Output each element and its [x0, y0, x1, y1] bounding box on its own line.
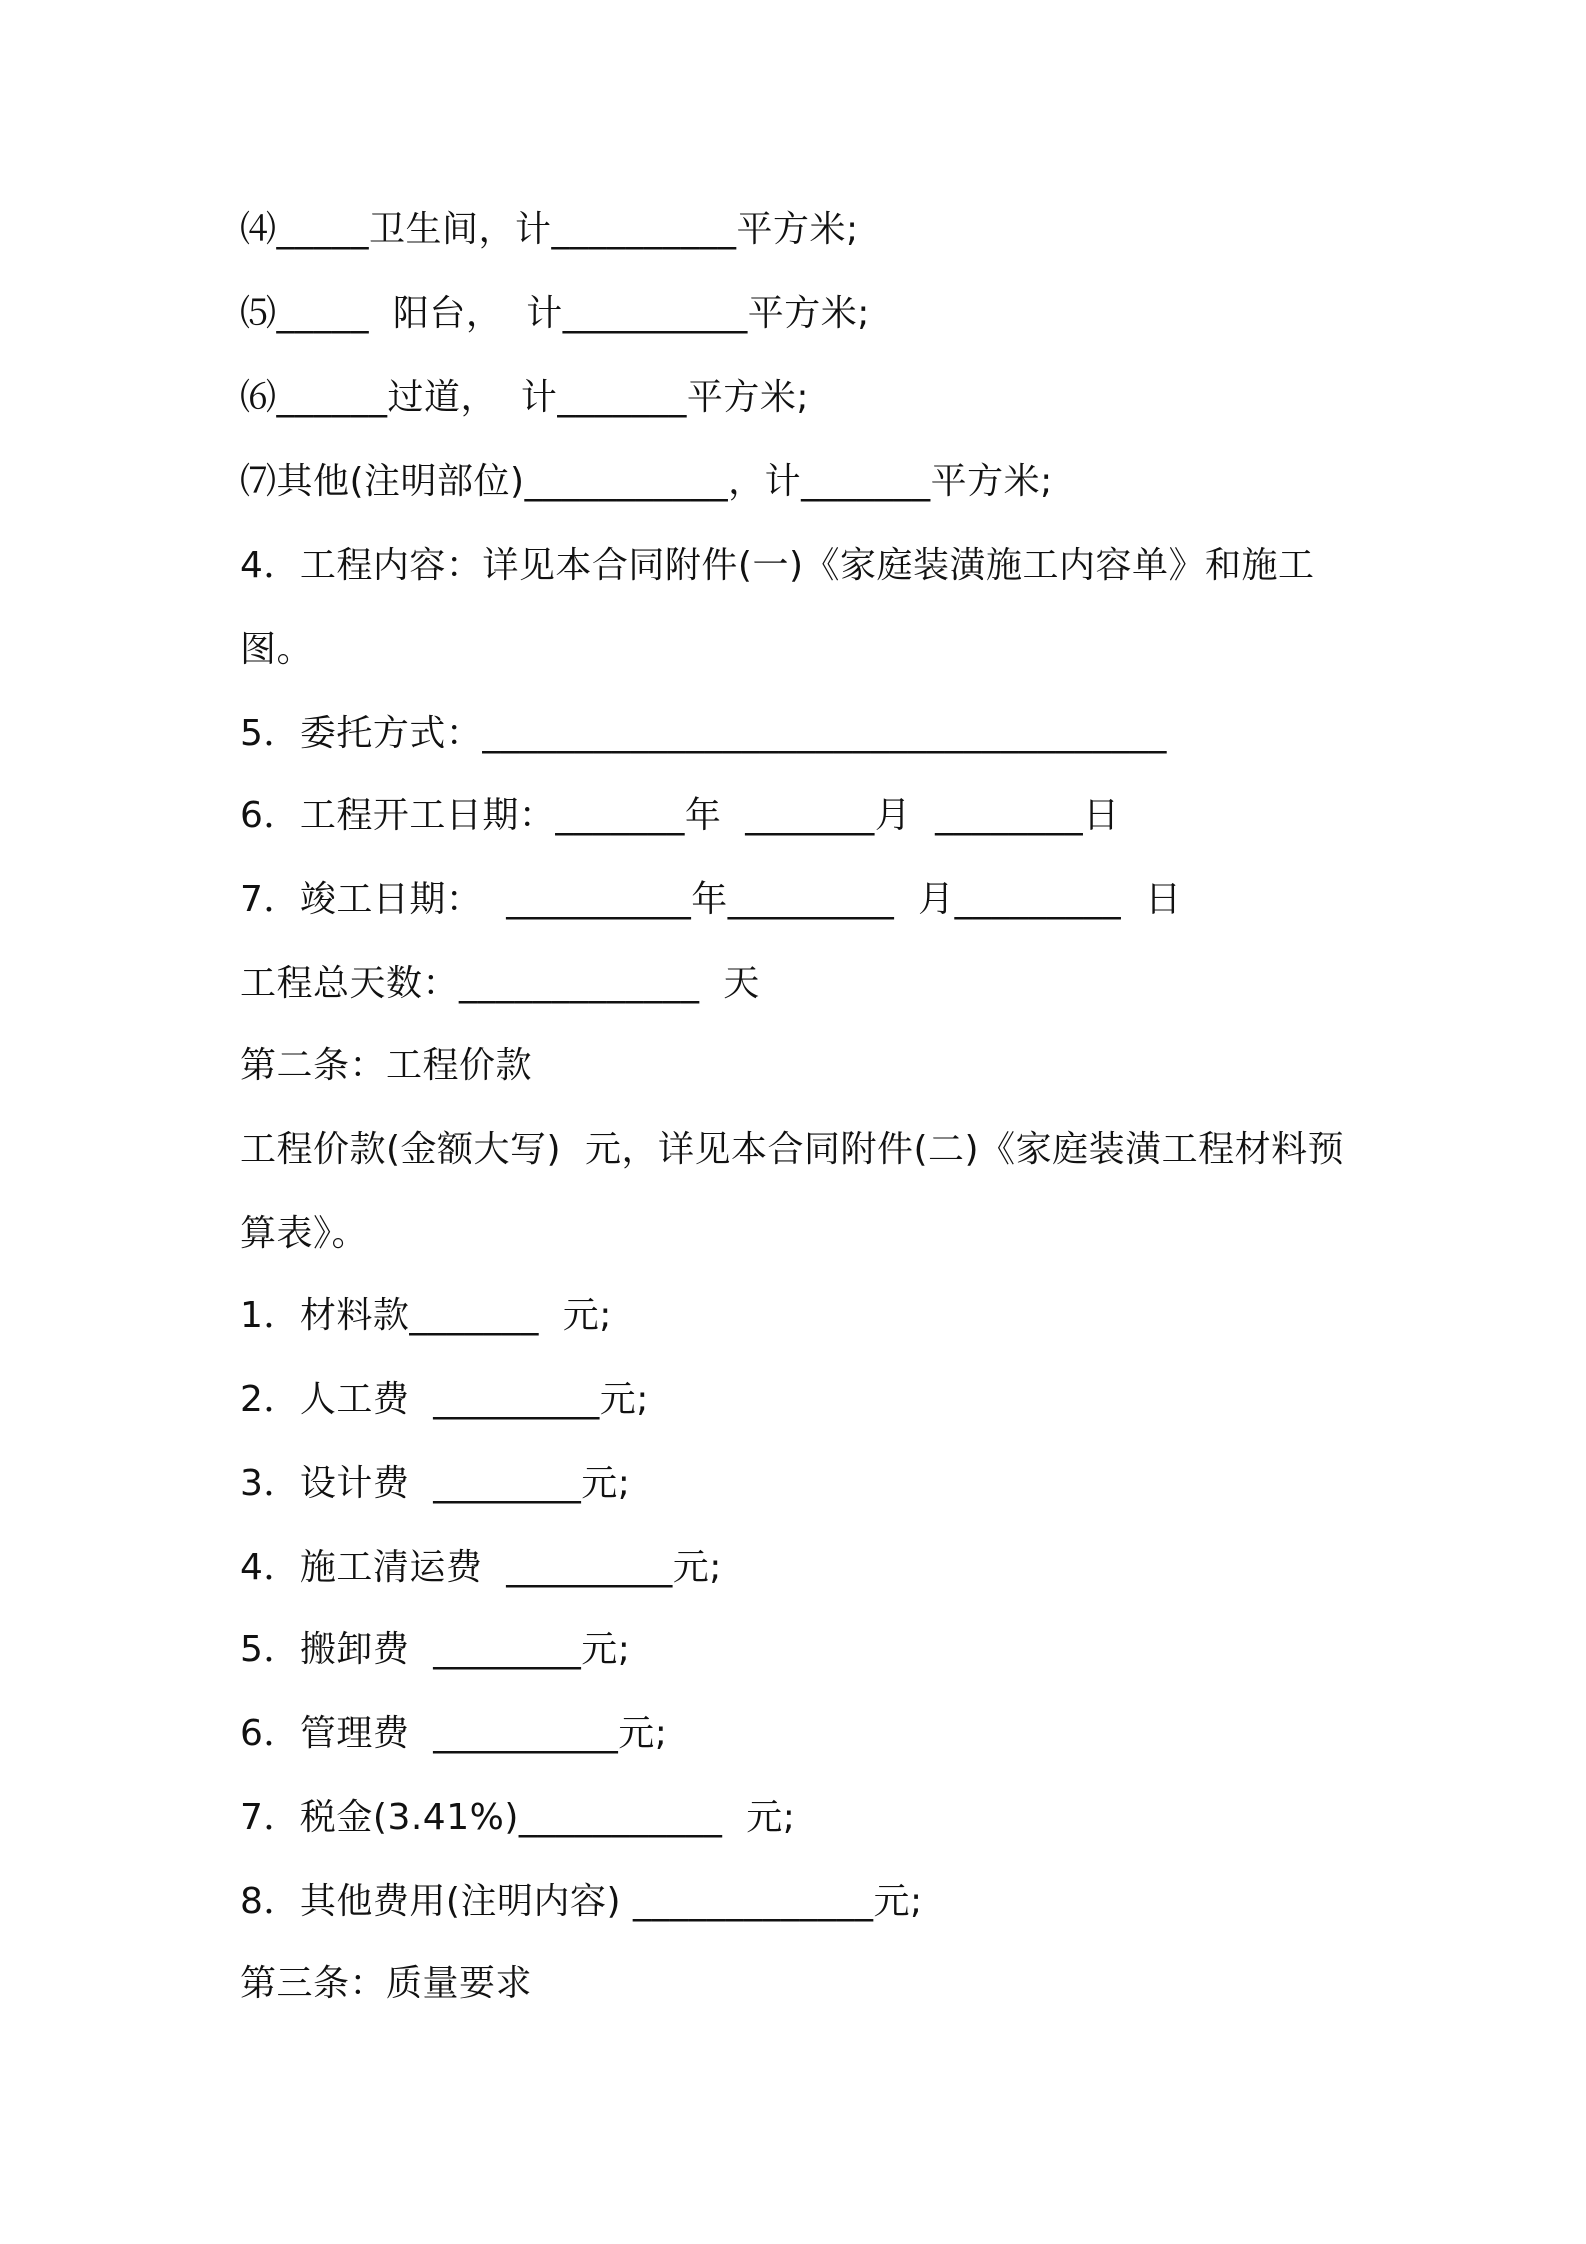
line-hallway-area: ⑹______过道， 计_______平方米; [240, 377, 810, 418]
line-cleanup-fee: 4．施工清运费 _________元; [240, 1547, 722, 1588]
line-work-content: 4．工程内容：详见本合同附件(一)《家庭装潢施工内容单》和施工 [240, 545, 1315, 586]
line-price-amount-cont: 算表》。 [240, 1213, 369, 1254]
line-material-fee: 1．材料款_______ 元; [240, 1295, 612, 1336]
line-moving-fee: 5．搬卸费 ________元; [240, 1629, 631, 1670]
line-other-area: ⑺其他(注明部位)___________，计_______平方米; [240, 461, 1053, 502]
line-balcony-area: ⑸_____ 阳台， 计__________平方米; [240, 293, 870, 334]
line-other-fees: 8．其他费用(注明内容) _____________元; [240, 1881, 923, 1922]
line-completion-date: 7．竣工日期： __________年_________ 月_________ 日 [240, 879, 1182, 920]
section-heading-quality: 第三条：质量要求 [240, 1963, 533, 2004]
line-price-amount: 工程价款(金额大写) 元，详见本合同附件(二)《家庭装潢工程材料预 [240, 1129, 1345, 1170]
line-bathroom-area: ⑷_____卫生间，计__________平方米; [240, 209, 859, 250]
line-tax: 7．税金(3.41%)___________ 元; [240, 1797, 796, 1838]
line-labor-fee: 2．人工费 _________元; [240, 1379, 649, 1420]
line-management-fee: 6．管理费 __________元; [240, 1713, 668, 1754]
section-heading-price: 第二条：工程价款 [240, 1045, 533, 1086]
line-start-date: 6．工程开工日期：_______年 _______月 ________日 [240, 795, 1120, 836]
line-work-content-cont: 图。 [240, 629, 314, 670]
line-commission-method: 5．委托方式：_____________________________________ [240, 713, 1167, 754]
line-design-fee: 3．设计费 ________元; [240, 1463, 631, 1504]
line-total-days: 工程总天数：_____________ 天 [240, 963, 760, 1004]
